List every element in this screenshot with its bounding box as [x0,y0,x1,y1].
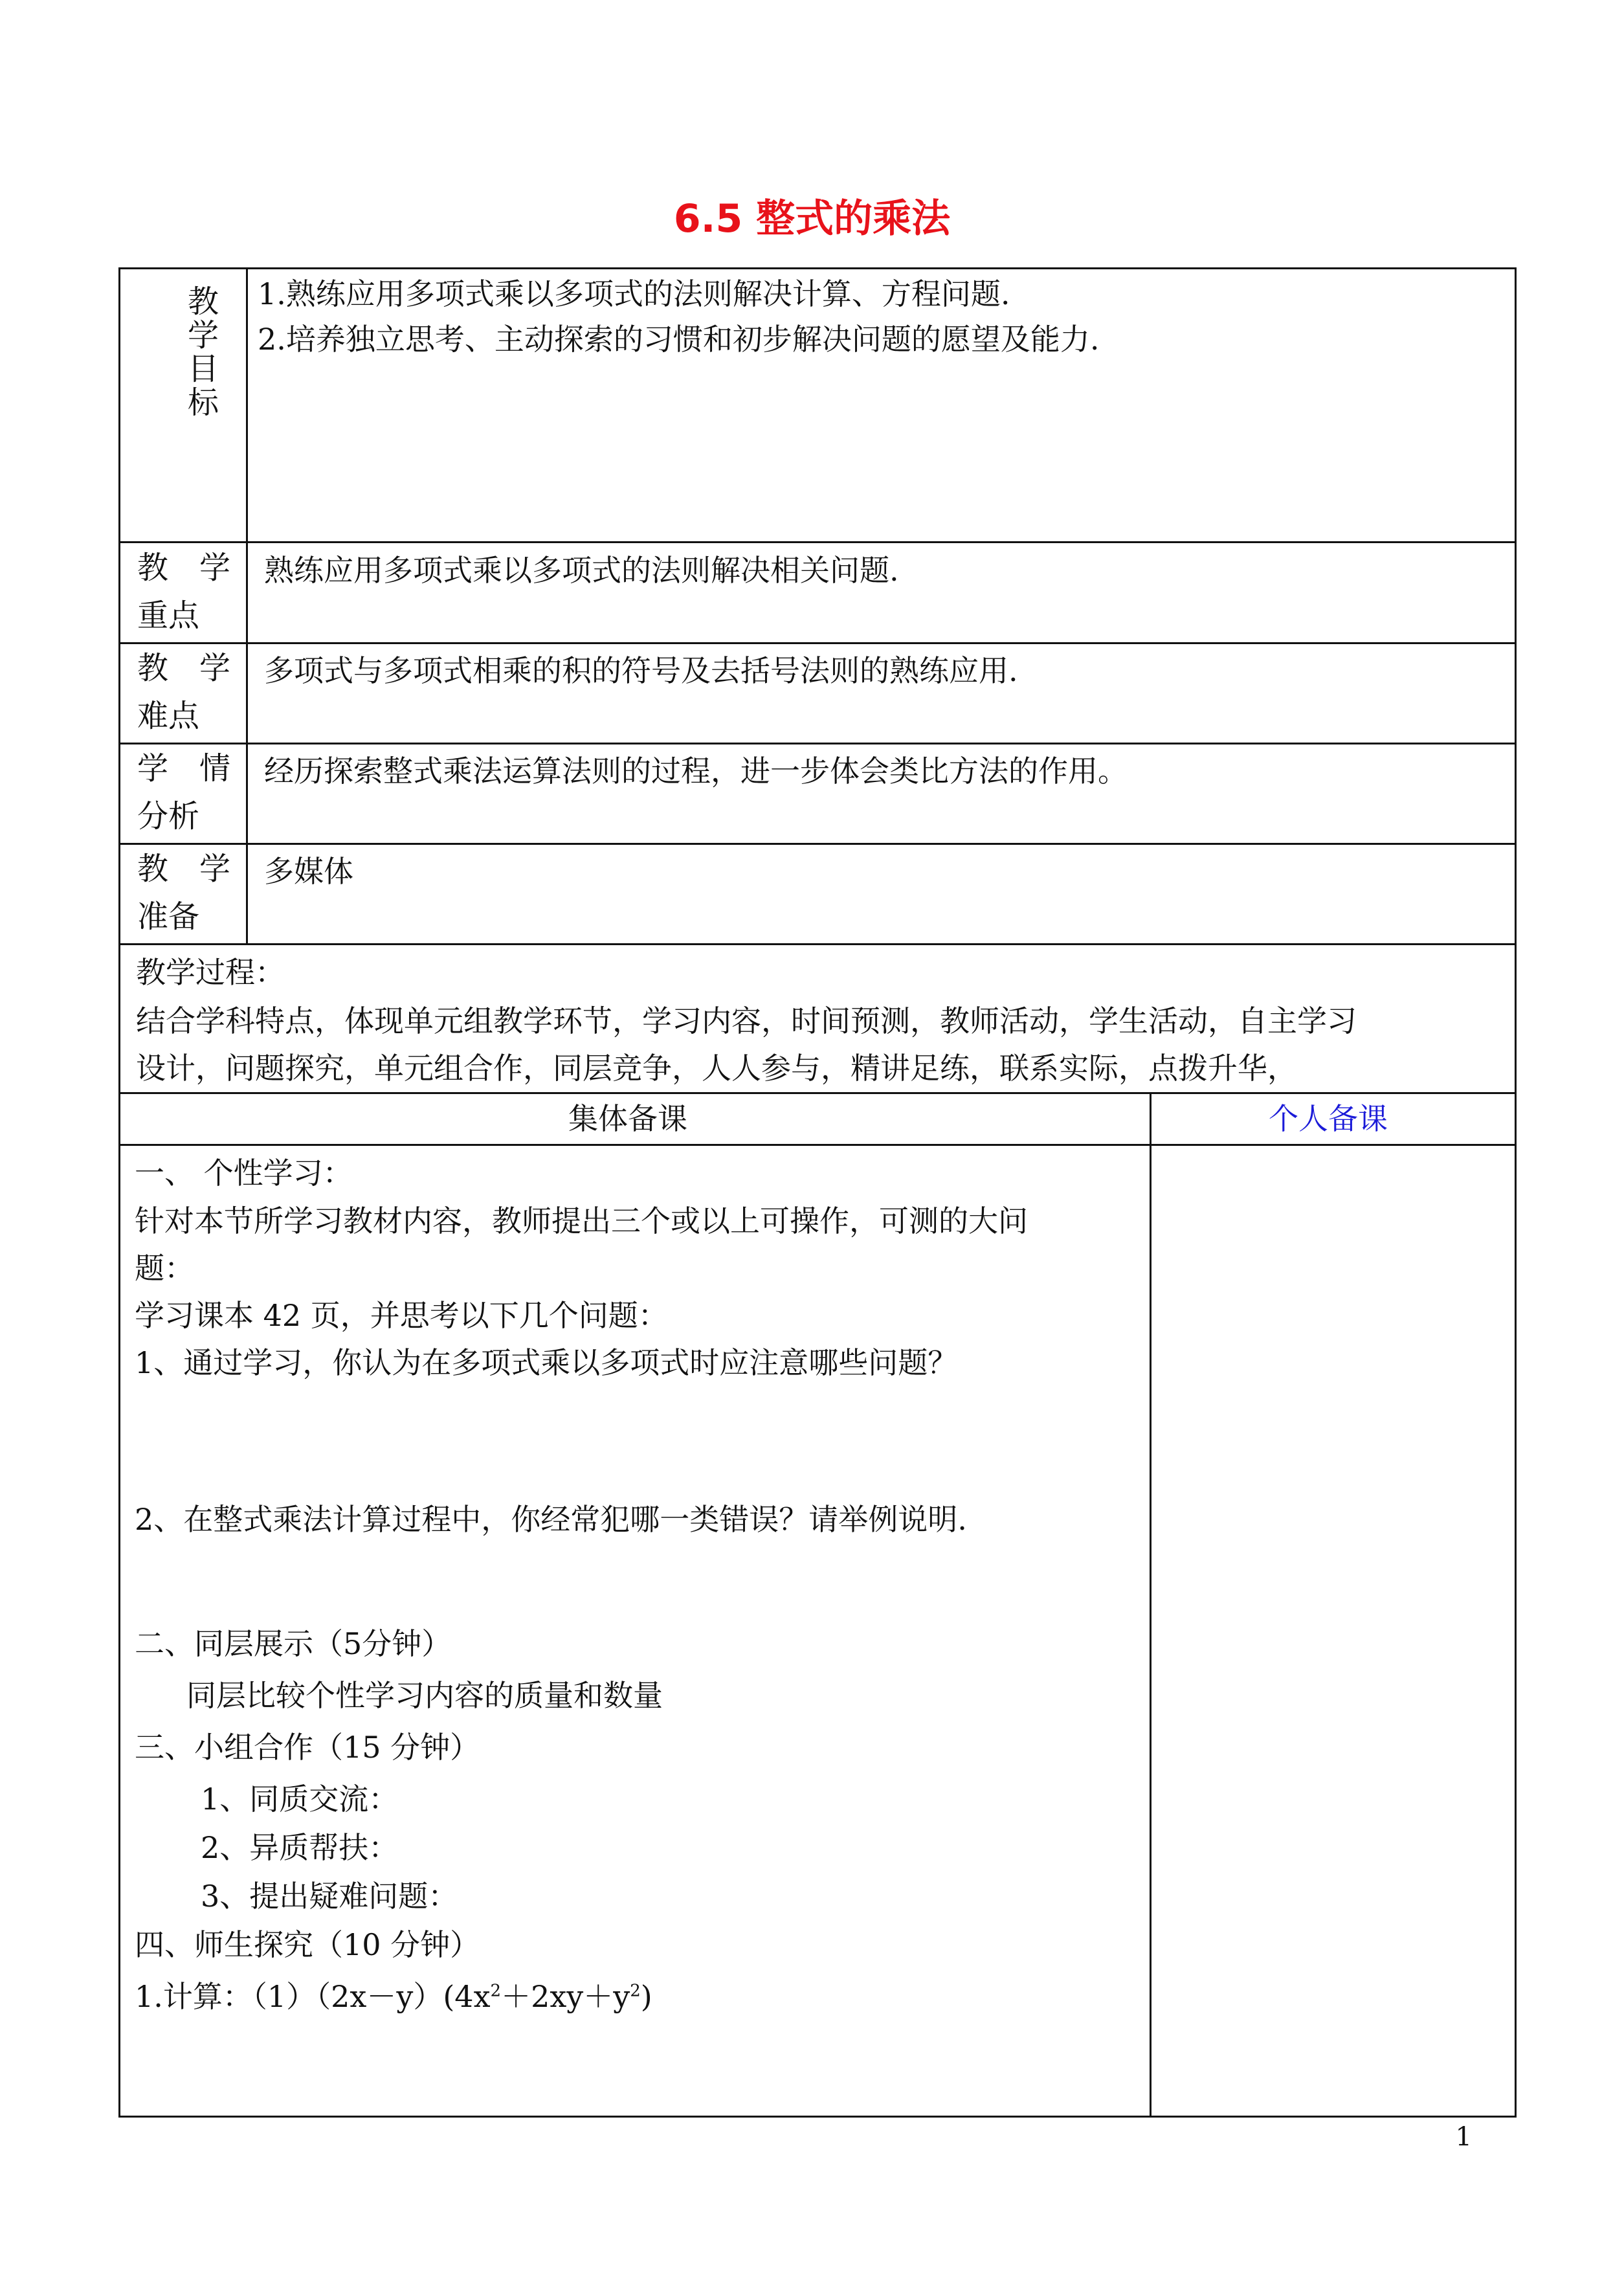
objective-line: 1.熟练应用多项式乘以多项式的法则解决计算、方程问题. [258,276,1010,311]
section-heading: 二、同层展示（5分钟） [135,1626,452,1661]
process-line: 结合学科特点，体现单元组教学环节，学习内容，时间预测，教师活动，学生活动，自主学习 [136,1003,1357,1038]
body-text: 针对本节所学习教材内容，教师提出三个或以上可操作，可测的大问 [135,1203,1028,1238]
objectives-label-char: 教 [187,284,219,320]
row-divider [118,642,1517,644]
label-column-divider [246,267,248,945]
row-divider [118,943,1517,945]
process-heading: 教学过程： [136,955,285,990]
body-text: 题： [135,1251,194,1286]
objective-line: 2.培养独立思考、主动探索的习惯和初步解决问题的愿望及能力. [258,322,1100,357]
row-divider [118,843,1517,845]
row-divider [118,743,1517,744]
section-heading: 三、小组合作（15 分钟） [135,1730,480,1765]
key-points-label: 教 学 重点 [137,550,231,634]
personal-column-divider [1150,1092,1151,2118]
difficulties-label: 教 学 难点 [137,650,231,734]
section-heading: 四、师生探究（10 分钟） [135,1927,480,1962]
list-item: 3、提出疑难问题： [201,1879,458,1914]
row-divider [118,1092,1517,1094]
page-title: 6.5 整式的乘法 [673,196,951,241]
page-number: 1 [1455,2122,1472,2152]
group-prep-header: 集体备课 [568,1101,687,1136]
analysis-content: 经历探索整式乘法运算法则的过程，进一步体会类比方法的作用。 [264,754,1128,789]
body-text: 同层比较个性学习内容的质量和数量 [186,1678,663,1713]
preparation-content: 多媒体 [264,854,353,889]
preparation-label: 教 学 准备 [137,851,231,935]
objectives-label-char: 标 [187,385,219,421]
row-divider [118,541,1517,543]
objectives-label-char: 学 [187,317,219,353]
personal-prep-header: 个人备课 [1269,1101,1388,1136]
question-item: 2、在整式乘法计算过程中，你经常犯哪一类错误？请举例说明. [135,1502,967,1537]
objectives-label-char: 目 [187,351,219,387]
difficulties-content: 多项式与多项式相乘的积的符号及去括号法则的熟练应用. [264,653,1018,688]
section-heading: 一、 个性学习： [135,1156,353,1191]
row-divider [118,1144,1517,1146]
calc-expression: 1.计算：$(1)(2x-y)(4x^2+2xy+y^2)$ [135,1979,652,2014]
question-item: 1、通过学习，你认为在多项式乘以多项式时应注意哪些问题？ [135,1345,958,1380]
body-text: 学习课本 42 页，并思考以下几个问题： [135,1298,668,1333]
list-item: 2、异质帮扶： [201,1830,399,1865]
process-line: 设计，问题探究，单元组合作，同层竞争，人人参与，精讲足练，联系实际，点拨升华， [136,1051,1297,1086]
key-points-content: 熟练应用多项式乘以多项式的法则解决相关问题. [264,553,899,588]
list-item: 1、同质交流： [201,1782,399,1817]
analysis-label: 学 情 分析 [137,750,231,834]
